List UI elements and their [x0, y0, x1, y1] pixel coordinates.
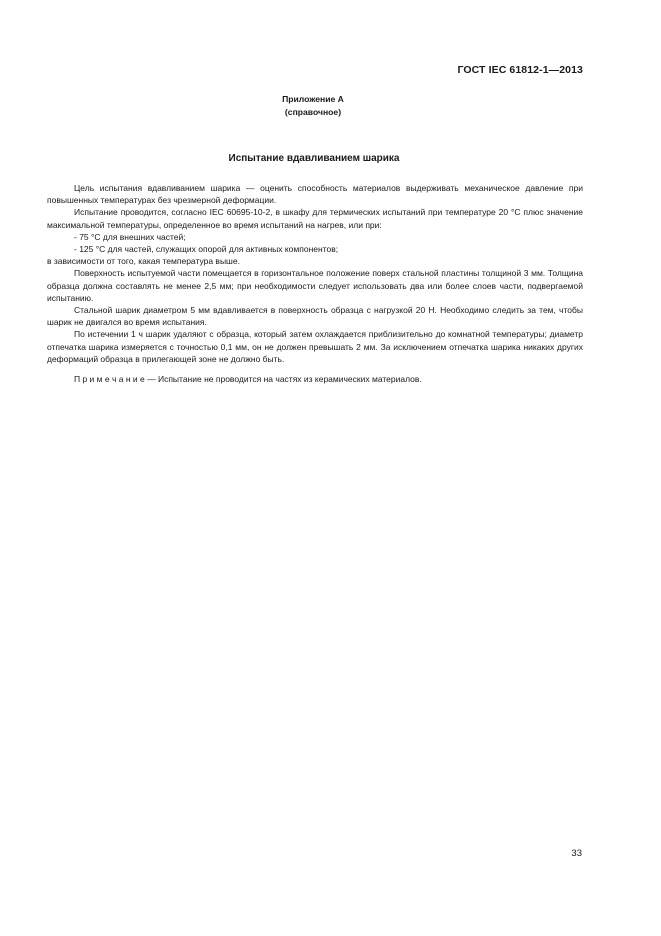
paragraph-purpose: Цель испытания вдавливанием шарика — оценить способность материалов выдерживать механическое давление при повышенных температурах без чрезмерной деформации. — [47, 183, 583, 206]
paragraph-after-one-hour: По истечении 1 ч шарик удаляют с образца, который затем охлаждается приблизительно до комнатной температуры; диаметр отпечатка шарика измеряется с точностью 0,1 мм, он не должен превышать 2 мм. За исключением отпечатка шарика никаких других деформаций образца в прилегающей зоне не должно быть. — [47, 329, 583, 364]
paragraph-surface: Поверхность испытуемой части помещается в горизонтальное положение поверх стальной пластины толщиной 3 мм. Толщина образца должна составлять не менее 2,5 мм; при необходимости следует использовать два или более слоев части, подвергаемой испытанию. — [47, 268, 583, 303]
section-title: Испытание вдавливанием шарика — [228, 153, 400, 164]
page-number: 33 — [571, 848, 582, 859]
annex-subtitle: (справочное) — [284, 107, 342, 117]
paragraph-steel-ball: Стальной шарик диаметром 5 мм вдавливается в поверхность образца с нагрузкой 20 Н. Необходимо следить за тем, чтобы шарик не двигался во время испытания. — [47, 305, 583, 328]
body-text — [47, 182, 583, 385]
paragraph-procedure: Испытание проводится, согласно IEC 60695-10-2, в шкафу для термических испытаний при температуре 20 °С плюс значение максимальной температуры, определенное во время испытаний на нагрев, или при: — [47, 207, 583, 230]
paragraph-whichever-higher: в зависимости от того, какая температура выше. — [47, 256, 240, 267]
list-item-external-parts: - 75 °С для внешних частей; — [74, 231, 186, 242]
list-item-support-parts: - 125 °С для частей, служащих опорой для активных компонентов; — [74, 244, 339, 255]
annex-title: Приложение А — [282, 94, 344, 104]
note: П р и м е ч а н и е — Испытание не проводится на частях из керамических материалов. — [74, 374, 422, 385]
standard-code: ГОСТ IEC 61812-1—2013 — [457, 64, 583, 76]
